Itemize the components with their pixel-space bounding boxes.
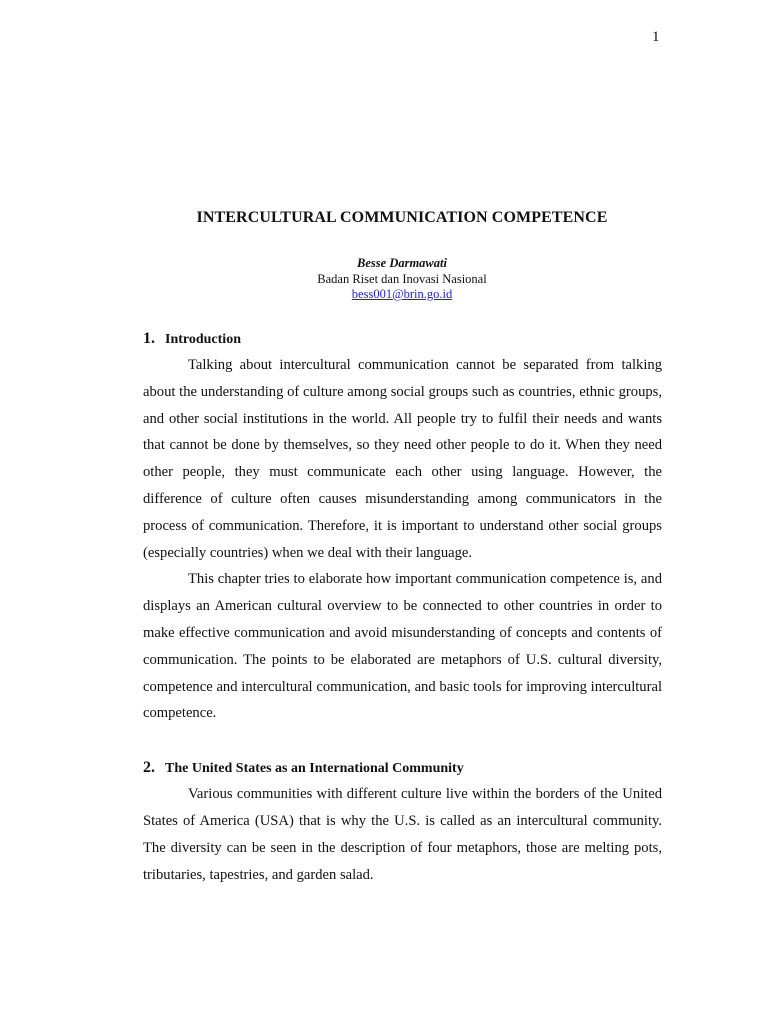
author-email-link[interactable]: bess001@brin.go.id <box>351 287 453 301</box>
page-number: 1 <box>652 29 660 45</box>
paragraph: Talking about intercultural communication cannot be separated from talking about the understanding of culture among social groups such as countries, ethnic groups, and other social institutions in the world. All people try to fulfil their needs and wants that cannot be done by themselves, so they need other people to do it. When they need other people, they must communicate each other using language. However, the difference of culture often causes misunderstanding among communicators in the process of communication. Therefore, it is important to understand other social groups (especially countries) when we deal with their language. <box>143 357 662 561</box>
section-heading <box>143 325 662 352</box>
paragraph: This chapter tries to elaborate how important communication competence is, and displays an American cultural overview to be connected to other countries in order to make effective communication and avoid misunderstanding of concepts and contents of communication. The points to be elaborated are metaphors of U.S. cultural diversity, competence and intercultural communication, and basic tools for improving intercultural competence. <box>143 571 662 722</box>
section-introduction <box>143 325 662 727</box>
section-heading <box>143 754 662 781</box>
section-spacer <box>143 727 662 754</box>
document-body <box>143 325 662 888</box>
section-number: 2. <box>143 759 155 777</box>
section-title: Introduction <box>165 332 241 347</box>
section-number: 1. <box>143 330 155 347</box>
section-us-international-community <box>143 754 662 888</box>
document-title: INTERCULTURAL COMMUNICATION COMPETENCE <box>196 209 608 226</box>
author-name: Besse Darmawati <box>357 256 447 270</box>
author-affiliation: Badan Riset dan Inovasi Nasional <box>317 271 487 286</box>
paragraph: Various communities with different culture live within the borders of the United States of America (USA) that is why the U.S. is called as an intercultural community. The diversity can be seen in the description of four metaphors, those are melting pots, tributaries, tapestries, and garden salad. <box>143 786 662 883</box>
section-title: The United States as an International Community <box>165 761 464 777</box>
author-block <box>0 256 768 303</box>
